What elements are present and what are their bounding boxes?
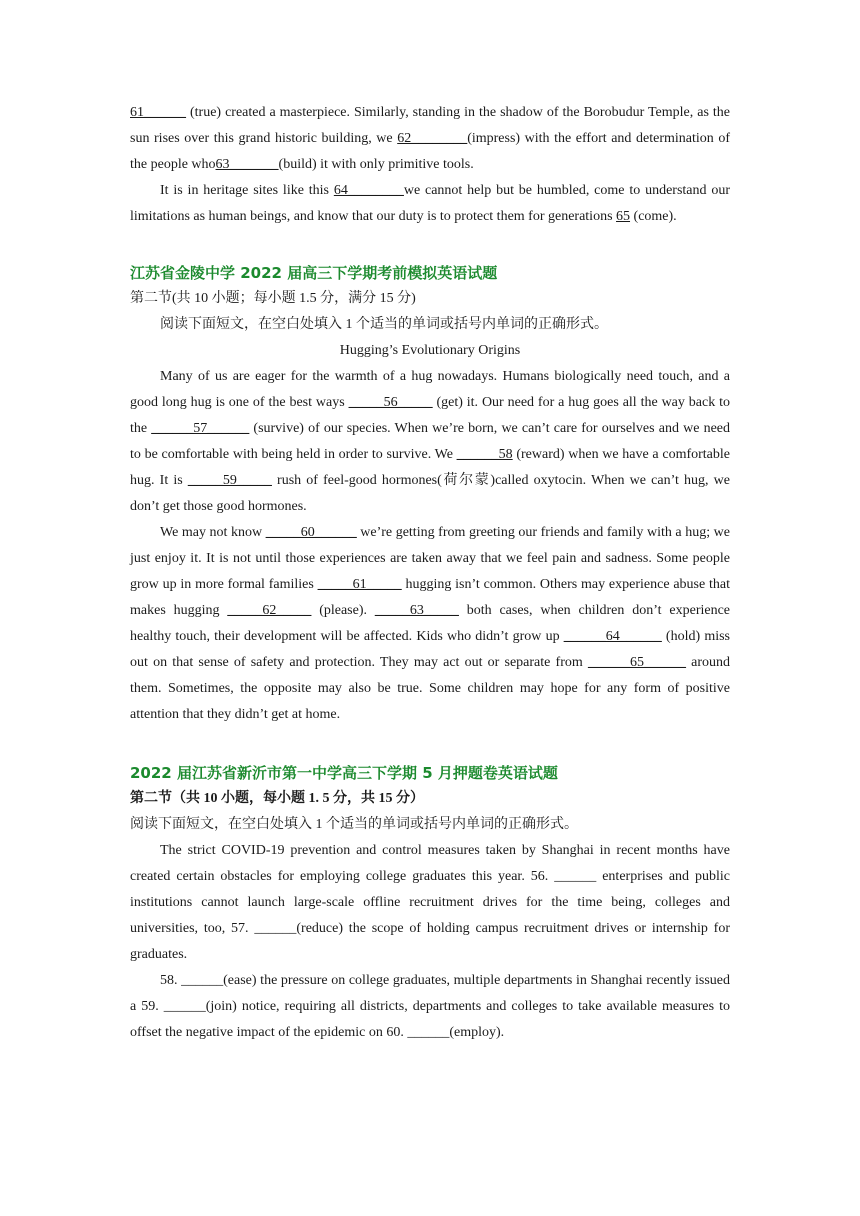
section-title: 江苏省金陵中学 2022 届高三下学期考前模拟英语试题 [130,264,498,282]
section-title: 2022 届江苏省新沂市第一中学高三下学期 5 月押题卷英语试题 [130,764,558,782]
blank-63: 63_______ [215,157,279,172]
blank-59: _____59_____ [187,473,272,488]
passage-paragraph: Many of us are eager for the warmth of a hug nowadays. Humans biologically need touch, and a good long hug is one of the best ways _____56_____ (get) it. Our need for a hug goes all the way back to the ______57______ (survive) of our species. When we’re born, we can’t care for ourselves and we need to be comfortable with being held in order to survive. We ______58 (reward) when we have a comfortable hug. It is _____59_____ rush of feel-good hormones(荷尔蒙)called oxytocin. When we can’t hug, we don’t get those good hormones. [130,369,731,514]
blank-57: ______57______ [151,421,250,436]
passage-title: Hugging’s Evolutionary Origins [339,343,521,358]
blank-63: _____63_____ [374,603,459,618]
blank-62: _____62_____ [227,603,312,618]
instruction: 阅读下面短文，在空白处填入 1 个适当的单词或括号内单词的正确形式。 [130,817,578,832]
part-header: 第二节(共 10 小题；每小题 1.5 分，满分 15 分) [130,291,416,306]
blank-65: ______65______ [587,655,686,670]
blank-62: 62________ [397,131,468,146]
blank-56: _____56_____ [348,395,433,410]
passage-paragraph: 61______ (true) created a masterpiece. Similarly, standing in the shadow of the Borobudur Temple, as the sun rises over this grand historic building, we 62________(impress) with the effort and determination of the people who63_______(build) it with only primitive tools. [130,105,730,172]
document-page [130,100,730,1046]
passage-paragraph: We may not know _____60______ we’re getting from greeting our friends and family with a hug; we just enjoy it. It is not until those experiences are taken away that we feel pain and sadness. Some people grow up in more formal families _____61_____ hugging isn’t common. Others may experience abuse that makes hugging _____62_____ (please). _____63_____ both cases, when children don’t experience healthy touch, their development will be affected. Kids who didn’t grow up ______64______ (hold) miss out on that sense of safety and protection. They may act out or separate from ______65______ around them. Sometimes, the opposite may also be true. Some children may hope for any form of positive attention that they didn’t get at home. [130,525,731,722]
passage-paragraph: The strict COVID-19 prevention and control measures taken by Shanghai in recent months have created certain obstacles for employing college graduates this year. 56. ______ enterprises and public institutions cannot launch large-scale offline recruitment drives for the time being, colleges and universities, too, 57. ______(reduce) the scope of holding campus recruitment drives or internship for graduates. [130,843,730,962]
blank-61: _____61_____ [317,577,402,592]
blank-61: 61______ [130,105,186,120]
blank-65: 65 [616,209,631,224]
instruction: 阅读下面短文，在空白处填入 1 个适当的单词或括号内单词的正确形式。 [160,317,608,332]
blank-60: _____60______ [265,525,357,540]
passage-paragraph: It is in heritage sites like this 64________we cannot help but be humbled, come to understand our limitations as human beings, and know that our duty is to protect them for generations 65 (come). [130,183,730,224]
blank-64: 64________ [333,183,404,198]
part-header: 第二节（共 10 小题，每小题 1. 5 分，共 15 分） [130,791,424,806]
blank-58: ______58 [456,447,513,462]
blank-64: ______64______ [563,629,662,644]
passage-paragraph: 58. ______(ease) the pressure on college graduates, multiple departments in Shanghai recently issued a 59. ______(join) notice, requiring all districts, departments and colleges to take available measures to offset the negative impact of the epidemic on 60. ______(employ). [130,973,730,1040]
